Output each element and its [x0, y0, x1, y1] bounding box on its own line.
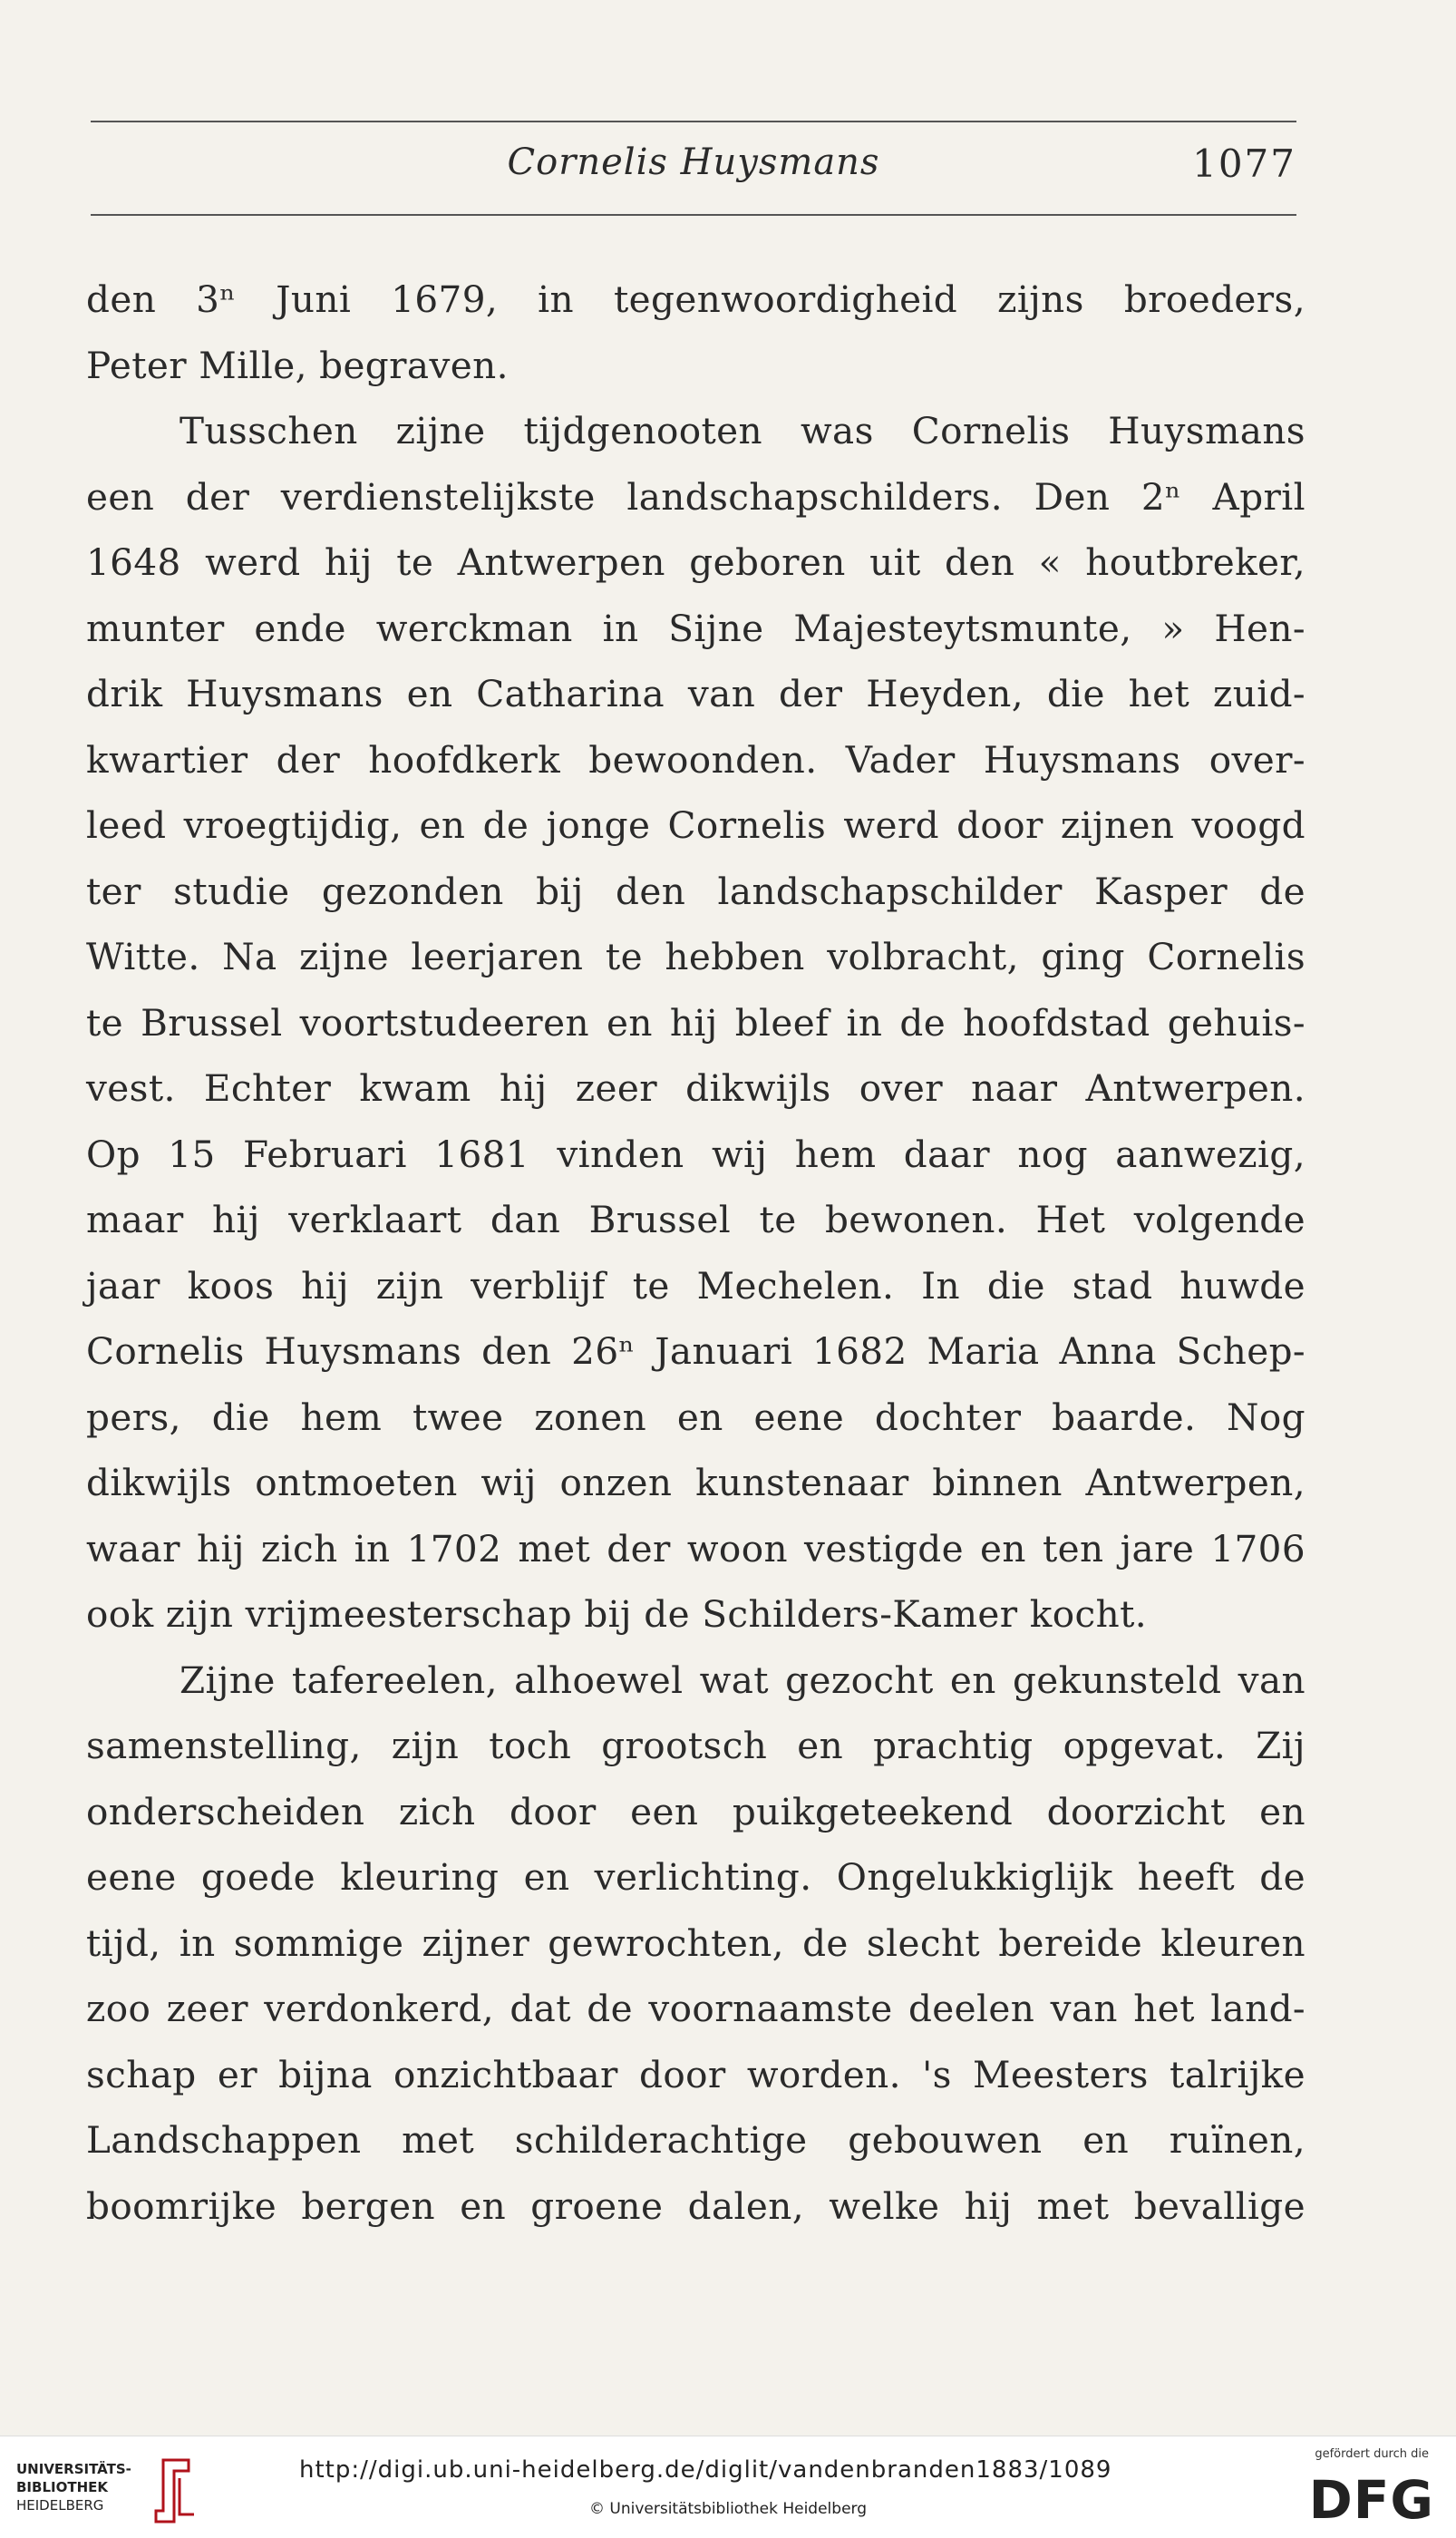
running-title: Cornelis Huysmans	[507, 141, 880, 183]
text-line: waar hij zich in 1702 met der woon vestigde en ten jare 1706	[86, 1526, 1306, 1570]
page-number: 1077	[1192, 141, 1296, 186]
text-line: dikwijls ontmoeten wij onzen kunstenaar binnen Antwerpen,	[86, 1461, 1306, 1504]
text-line: Tusschen zijne tijdgenooten was Cornelis Huysmans	[180, 409, 1306, 452]
header-rule-bottom	[91, 214, 1296, 216]
dfg-logo: DFG	[1308, 2469, 1434, 2531]
text-line: Zijne tafereelen, alhoewel wat gezocht en gekunsteld van	[180, 1658, 1306, 1702]
text-line: pers, die hem twee zonen en eene dochter baarde. Nog	[86, 1395, 1306, 1439]
text-line: Cornelis Huysmans den 26ⁿ Januari 1682 Maria Anna Schep-	[86, 1329, 1306, 1373]
digitization-footer	[0, 2436, 1456, 2538]
text-line: Witte. Na zijne leerjaren te hebben volbracht, ging Cornelis	[86, 935, 1306, 978]
text-line: jaar koos hij zijn verblijf te Mechelen. In die stad huwde	[86, 1263, 1306, 1308]
text-line: drik Huysmans en Catharina van der Heyden, die het zuid-	[86, 672, 1306, 715]
header-rule-top	[91, 121, 1296, 122]
text-line: onderscheiden zich door een puikgeteekend doorzicht en	[86, 1789, 1306, 1833]
text-line: maar hij verklaart dan Brussel te bewonen. Het volgende	[86, 1198, 1306, 1241]
text-line: zoo zeer verdonkerd, dat de voornaamste deelen van het land-	[86, 1987, 1306, 2030]
text-line: Op 15 Februari 1681 vinden wij hem daar nog aanwezig,	[86, 1132, 1306, 1176]
text-line: te Brussel voortstudeeren en hij bleef in de hoofdstad gehuis-	[86, 1000, 1306, 1045]
library-name-line3: HEIDELBERG	[16, 2497, 104, 2514]
text-line: 1648 werd hij te Antwerpen geboren uit den « houtbreker,	[86, 540, 1306, 584]
library-name-line2: BIBLIOTHEK	[16, 2479, 108, 2495]
text-line: samenstelling, zijn toch grootsch en prachtig opgevat. Zij	[86, 1724, 1306, 1767]
text-line: een der verdienstelijkste landschapschilders. Den 2ⁿ April	[86, 474, 1306, 519]
text-line: ook zijn vrijmeesterschap bij de Schilders-Kamer kocht.	[86, 1592, 1148, 1636]
library-logo-text	[16, 2460, 131, 2514]
text-line: leed vroegtijdig, en de jonge Cornelis werd door zijnen voogd	[86, 803, 1306, 847]
text-line: ter studie gezonden bij den landschapschilder Kasper de	[86, 869, 1306, 913]
text-line: den 3ⁿ Juni 1679, in tegenwoordigheid zijns broeders,	[86, 277, 1306, 321]
text-line: Peter Mille, begraven.	[86, 343, 509, 387]
funding-note: gefördert durch die	[1315, 2447, 1429, 2461]
text-line: vest. Echter kwam hij zeer dikwijls over naar Antwerpen.	[86, 1066, 1306, 1110]
library-logo-icon	[152, 2456, 198, 2525]
copyright-notice: © Universitätsbibliothek Heidelberg	[589, 2500, 868, 2518]
library-name-line1: UNIVERSITÄTS-	[16, 2461, 131, 2477]
permalink-url[interactable]: http://digi.ub.uni-heidelberg.de/diglit/vandenbranden1883/1089	[299, 2456, 1112, 2484]
text-line: boomrijke bergen en groene dalen, welke hij met bevallige	[86, 2183, 1306, 2228]
text-line: kwartier der hoofdkerk bewoonden. Vader Huysmans over-	[86, 737, 1306, 782]
text-line: munter ende werckman in Sijne Majesteytsmunte, » Hen-	[86, 606, 1306, 650]
text-line: Landschappen met schilderachtige gebouwen en ruïnen,	[86, 2118, 1306, 2162]
text-line: tijd, in sommige zijner gewrochten, de slecht bereide kleuren	[86, 1921, 1306, 1965]
running-head	[91, 136, 1296, 199]
body-text	[86, 267, 1306, 2239]
text-line: schap er bijna onzichtbaar door worden. 's Meesters talrijke	[86, 2052, 1306, 2096]
text-line: eene goede kleuring en verlichting. Ongelukkiglijk heeft de	[86, 1855, 1306, 1899]
